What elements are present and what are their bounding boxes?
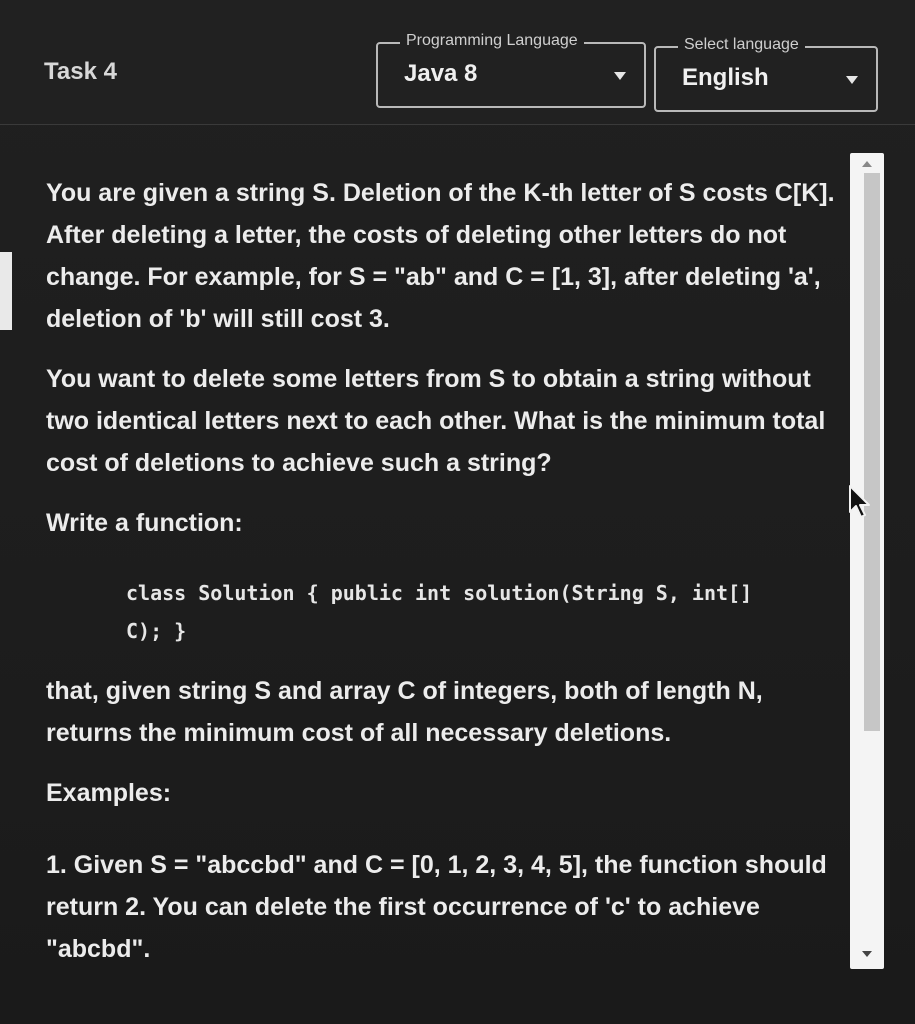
arrow-up-icon[interactable]	[862, 161, 872, 167]
chevron-down-icon	[846, 76, 858, 84]
scrollbar[interactable]	[850, 153, 884, 969]
select-language-legend: Select language	[678, 36, 805, 54]
function-signature-code: class Solution { public int solution(String S, int[] C); }	[126, 581, 753, 643]
task-title: Task 4	[44, 58, 117, 85]
select-language-value: English	[682, 64, 769, 91]
problem-paragraph-2: You want to delete some letters from S to obtain a string without two identical letters next to each other. What is the minimum total cost of deletions to achieve such a string?	[46, 365, 826, 477]
task-header	[0, 0, 915, 125]
programming-language-legend: Programming Language	[400, 32, 584, 50]
programming-language-select[interactable]	[376, 32, 646, 108]
chevron-down-icon	[614, 72, 626, 80]
examples-heading: Examples:	[46, 779, 172, 807]
problem-paragraph-1: You are given a string S. Deletion of the K-th letter of S costs C[K]. After deleting a letter, the costs of deleting other letters do not change. For example, for S = "ab" and C = [1, 3], after deleting 'a', deletion of 'b' will still cost 3.	[46, 179, 835, 333]
select-language-select[interactable]	[654, 36, 878, 112]
scroll-thumb[interactable]	[864, 173, 880, 731]
example-1: 1. Given S = "abccbd" and C = [0, 1, 2, 3, 4, 5], the function should return 2. You can delete the first occurrence of 'c' to achieve "abcbd".	[46, 851, 827, 963]
problem-paragraph-3: that, given string S and array C of integers, both of length N, returns the minimum cost of all necessary deletions.	[46, 677, 763, 747]
mouse-pointer-icon	[848, 484, 874, 520]
problem-description	[46, 172, 841, 988]
programming-language-value: Java 8	[404, 60, 478, 87]
write-function-heading: Write a function:	[46, 509, 243, 537]
arrow-down-icon[interactable]	[862, 951, 872, 957]
left-edge-accent	[0, 252, 12, 330]
